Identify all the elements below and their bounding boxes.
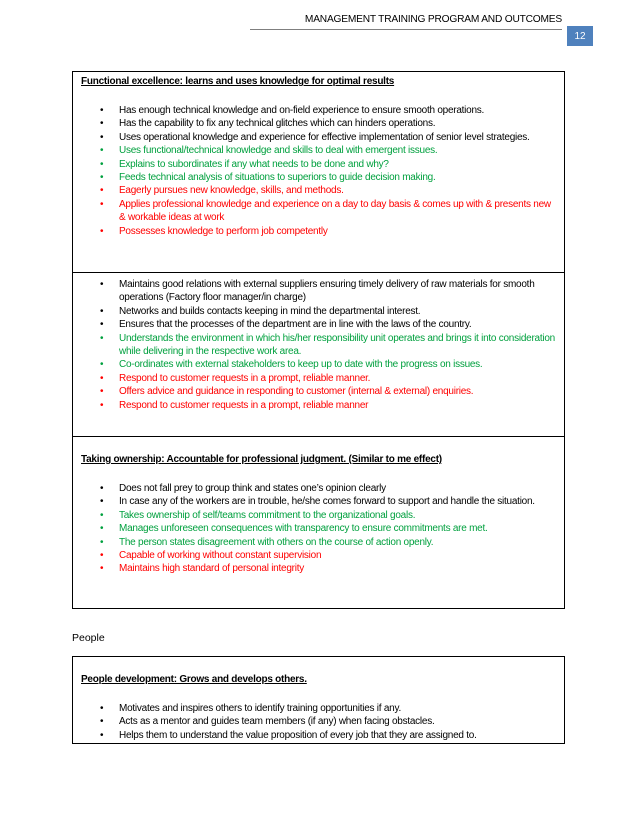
bullet-icon: • xyxy=(100,483,104,494)
bullet-icon: • xyxy=(100,145,104,157)
competency-table xyxy=(72,71,565,609)
bullet-icon: • xyxy=(100,305,104,317)
list-item-text: Does not fall prey to group think and states one’s opinion clearly xyxy=(119,483,386,494)
list-item-text: Has the capability to fix any technical glitches which can hinders operations. xyxy=(119,118,436,130)
list-item xyxy=(81,225,556,238)
bullet-icon: • xyxy=(100,372,104,384)
bullet-list xyxy=(81,278,556,412)
list-item xyxy=(81,131,556,144)
list-item xyxy=(81,729,556,742)
list-item xyxy=(81,549,556,562)
list-item-text: Networks and builds contacts keeping in mind the departmental interest. xyxy=(119,305,421,317)
list-item-text: Ensures that the processes of the department are in line with the laws of the country. xyxy=(119,319,472,331)
list-item xyxy=(81,385,556,398)
bullet-icon: • xyxy=(100,359,104,371)
list-item-text: Capable of working without constant supervision xyxy=(119,550,322,562)
list-item-text: Explains to subordinates if any what needs to be done and why? xyxy=(119,158,389,170)
list-item-text: Motivates and inspires others to identify training opportunities if any. xyxy=(119,703,401,714)
list-item-text: Feeds technical analysis of situations to superiors to guide decision making. xyxy=(119,172,436,184)
bullet-icon: • xyxy=(100,716,104,728)
running-header: MANAGEMENT TRAINING PROGRAM AND OUTCOMES xyxy=(250,14,562,30)
list-item xyxy=(81,278,556,305)
list-item-text: Possesses knowledge to perform job competently xyxy=(119,225,328,237)
list-item xyxy=(81,198,556,225)
bullet-list xyxy=(81,482,556,576)
list-item xyxy=(81,562,556,575)
list-item xyxy=(81,715,556,728)
bullet-icon: • xyxy=(100,185,104,197)
list-item xyxy=(81,372,556,385)
page-number-badge: 12 xyxy=(567,26,593,46)
bullet-icon: • xyxy=(100,105,104,116)
list-item-text: Uses functional/technical knowledge and skills to deal with emergent issues. xyxy=(119,145,438,157)
people-development-cell xyxy=(73,657,564,742)
bullet-icon: • xyxy=(100,386,104,398)
list-item xyxy=(81,144,556,157)
list-item-text: Co-ordinates with external stakeholders to keep up to date with the progress on issues. xyxy=(119,359,483,371)
list-item-text: Respond to customer requests in a prompt, reliable manner xyxy=(119,399,369,411)
list-item xyxy=(81,702,556,715)
bullet-list xyxy=(81,104,556,238)
bullet-icon: • xyxy=(100,496,104,508)
list-item xyxy=(81,117,556,130)
list-item xyxy=(81,158,556,171)
bullet-icon: • xyxy=(100,563,104,575)
bullet-icon: • xyxy=(100,131,104,143)
bullet-icon: • xyxy=(100,158,104,170)
list-item xyxy=(81,509,556,522)
bullet-icon: • xyxy=(100,198,104,210)
list-item xyxy=(81,522,556,535)
bullet-list xyxy=(81,702,556,742)
people-development-title: People development: Grows and develops others. xyxy=(81,674,307,685)
list-item-text: Eagerly pursues new knowledge, skills, and methods. xyxy=(119,185,344,197)
bullet-icon: • xyxy=(100,509,104,521)
list-item xyxy=(81,171,556,184)
bullet-icon: • xyxy=(100,729,104,741)
taking-ownership-cell xyxy=(73,436,564,608)
list-item xyxy=(81,536,556,549)
networks-cell xyxy=(73,272,564,436)
list-item xyxy=(81,332,556,359)
list-item-text: Manages unforeseen consequences with transparency to ensure commitments are met. xyxy=(119,523,488,535)
list-item xyxy=(81,305,556,318)
list-item-text: The person states disagreement with others on the course of action openly. xyxy=(119,536,434,548)
bullet-icon: • xyxy=(100,332,104,344)
list-item-text: Acts as a mentor and guides team members (if any) when facing obstacles. xyxy=(119,716,435,728)
bullet-icon: • xyxy=(100,703,104,714)
bullet-icon: • xyxy=(100,319,104,331)
list-item-text: Maintains high standard of personal integrity xyxy=(119,563,304,575)
list-item-text: Maintains good relations with external suppliers ensuring timely delivery of raw materials for smooth operations (Factory floor manager/in charge) xyxy=(119,279,535,304)
people-development-table xyxy=(72,656,565,744)
bullet-icon: • xyxy=(100,172,104,184)
list-item xyxy=(81,495,556,508)
taking-ownership-title: Taking ownership: Accountable for professional judgment. (Similar to me effect) xyxy=(81,454,442,465)
list-item xyxy=(81,104,556,117)
bullet-icon: • xyxy=(100,536,104,548)
list-item-text: In case any of the workers are in trouble, he/she comes forward to support and handle the situation. xyxy=(119,496,535,508)
list-item-text: Understands the environment in which his/her responsibility unit operates and brings it into consideration while delivering in the respective work area. xyxy=(119,332,555,358)
bullet-icon: • xyxy=(100,523,104,535)
list-item xyxy=(81,482,556,495)
list-item xyxy=(81,318,556,331)
section-label-people: People xyxy=(72,632,105,644)
list-item-text: Takes ownership of self/teams commitment to the organizational goals. xyxy=(119,509,416,521)
bullet-icon: • xyxy=(100,118,104,130)
list-item xyxy=(81,358,556,371)
bullet-icon: • xyxy=(100,399,104,411)
list-item-text: Has enough technical knowledge and on-field experience to ensure smooth operations. xyxy=(119,105,485,116)
bullet-icon: • xyxy=(100,279,104,290)
list-item-text: Respond to customer requests in a prompt, reliable manner. xyxy=(119,372,371,384)
functional-excellence-cell xyxy=(73,72,564,272)
list-item-text: Applies professional knowledge and experience on a day to day basis & comes up with & presents new & workable ideas at work xyxy=(119,198,551,224)
list-item xyxy=(81,184,556,197)
bullet-icon: • xyxy=(100,225,104,237)
bullet-icon: • xyxy=(100,550,104,562)
list-item-text: Helps them to understand the value proposition of every job that they are assigned to. xyxy=(119,729,477,741)
functional-excellence-title: Functional excellence: learns and uses knowledge for optimal results xyxy=(81,76,395,87)
list-item-text: Offers advice and guidance in responding to customer (internal & external) enquiries. xyxy=(119,386,474,398)
list-item xyxy=(81,399,556,412)
list-item-text: Uses operational knowledge and experience for effective implementation of senior level strategies. xyxy=(119,131,530,143)
